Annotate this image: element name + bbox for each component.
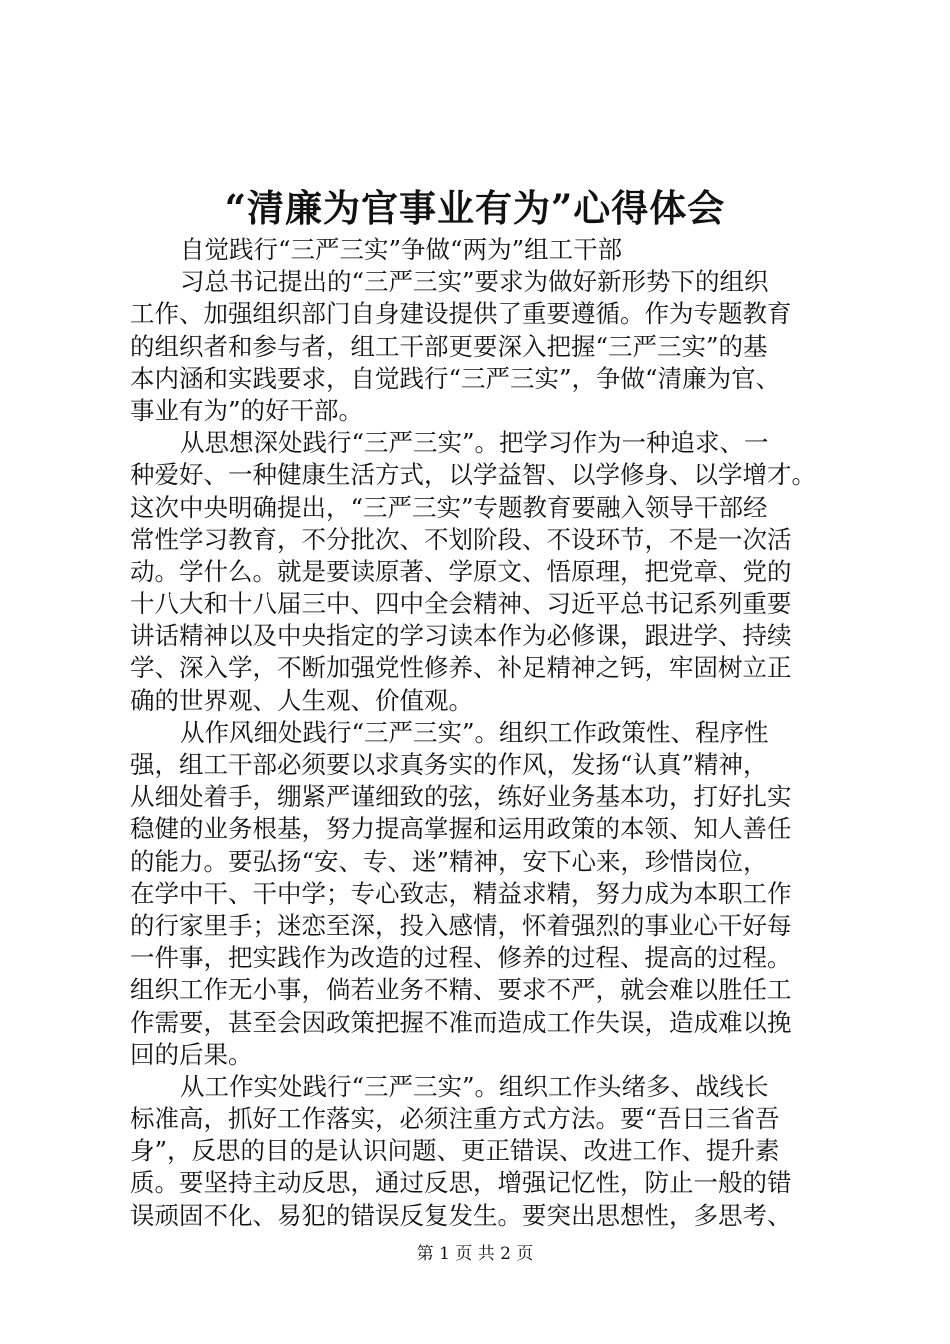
text-line: 标准高，抓好工作落实，必须注重方式方法。要“吾日三省吾 <box>130 1104 780 1134</box>
text-line: 这次中央明确提出，“三严三实”专题教育要融入领导干部经 <box>130 492 768 522</box>
text-line: 种爱好、一种健康生活方式，以学益智、以学修身、以学增才。 <box>130 460 816 490</box>
text-line: 稳健的业务根基，努力提高掌握和运用政策的本领、知人善任 <box>130 814 792 844</box>
text-line: 强，组工干部必须要以求真务实的作风，发扬“认真”精神， <box>130 750 768 779</box>
text-line: 组织工作无小事，倘若业务不精、要求不严，就会难以胜任工 <box>130 975 792 1005</box>
text-line: 从细处着手，绷紧严谨细致的弦，练好业务基本功，打好扎实 <box>130 782 792 812</box>
text-line: 事业有为”的好干部。 <box>130 395 364 425</box>
text-line: 习总书记提出的“三严三实”要求为做好新形势下的组织 <box>180 267 769 297</box>
text-line: 从思想深处践行“三严三实”。把学习作为一种追求、一 <box>180 428 769 458</box>
text-line: 的能力。要弘扬“安、专、迷”精神，安下心来，珍惜岗位， <box>130 846 768 876</box>
text-line: 自觉践行“三严三实”争做“两为”组工干部 <box>180 235 623 264</box>
text-line: 十八大和十八届三中、四中全会精神、习近平总书记系列重要 <box>130 589 792 619</box>
text-line: 工作、加强组织部门自身建设提供了重要遵循。作为专题教育 <box>130 299 792 329</box>
text-line: 身”，反思的目的是认识问题、更正错误、改进工作、提升素 <box>130 1136 780 1166</box>
text-line: 作需要，甚至会因政策把握不准而造成工作失误，造成难以挽 <box>130 1007 792 1037</box>
text-line: 动。学什么。就是要读原著、学原文、悟原理，把党章、党的 <box>130 556 792 586</box>
text-line: 常性学习教育，不分批次、不划阶段、不设环节，不是一次活 <box>130 524 792 554</box>
text-line: 确的世界观、人生观、价值观。 <box>130 685 473 715</box>
page-title: “清廉为官事业有为”心得体会 <box>224 186 726 230</box>
text-line: 在学中干、干中学；专心致志，精益求精，努力成为本职工作 <box>130 878 792 908</box>
text-line: 本内涵和实践要求，自觉践行“三严三实”，争做“清廉为官、 <box>130 363 781 393</box>
text-line: 的组织者和参与者，组工干部更要深入把握“三严三实”的基 <box>130 331 768 361</box>
text-line: 从作风细处践行“三严三实”。组织工作政策性、程序性 <box>180 717 769 747</box>
text-line: 回的后果。 <box>130 1039 253 1069</box>
text-line: 的行家里手；迷恋至深，投入感情，怀着强烈的事业心干好每 <box>130 910 792 940</box>
text-line: 讲话精神以及中央指定的学习读本作为必修课，跟进学、持续 <box>130 621 792 651</box>
text-line: 误顽固不化、易犯的错误反复发生。要突出思想性，多思考、 <box>130 1200 792 1230</box>
document-body <box>130 234 832 1232</box>
text-line: 学、深入学，不断加强党性修养、补足精神之钙，牢固树立正 <box>130 653 792 683</box>
text-line: 质。要坚持主动反思，通过反思，增强记忆性，防止一般的错 <box>130 1168 792 1198</box>
page-footer: 第 1 页 共 2 页 <box>416 1244 534 1264</box>
text-line: 一件事，把实践作为改造的过程、修养的过程、提高的过程。 <box>130 943 792 973</box>
text-line: 从工作实处践行“三严三实”。组织工作头绪多、战线长 <box>180 1071 769 1101</box>
